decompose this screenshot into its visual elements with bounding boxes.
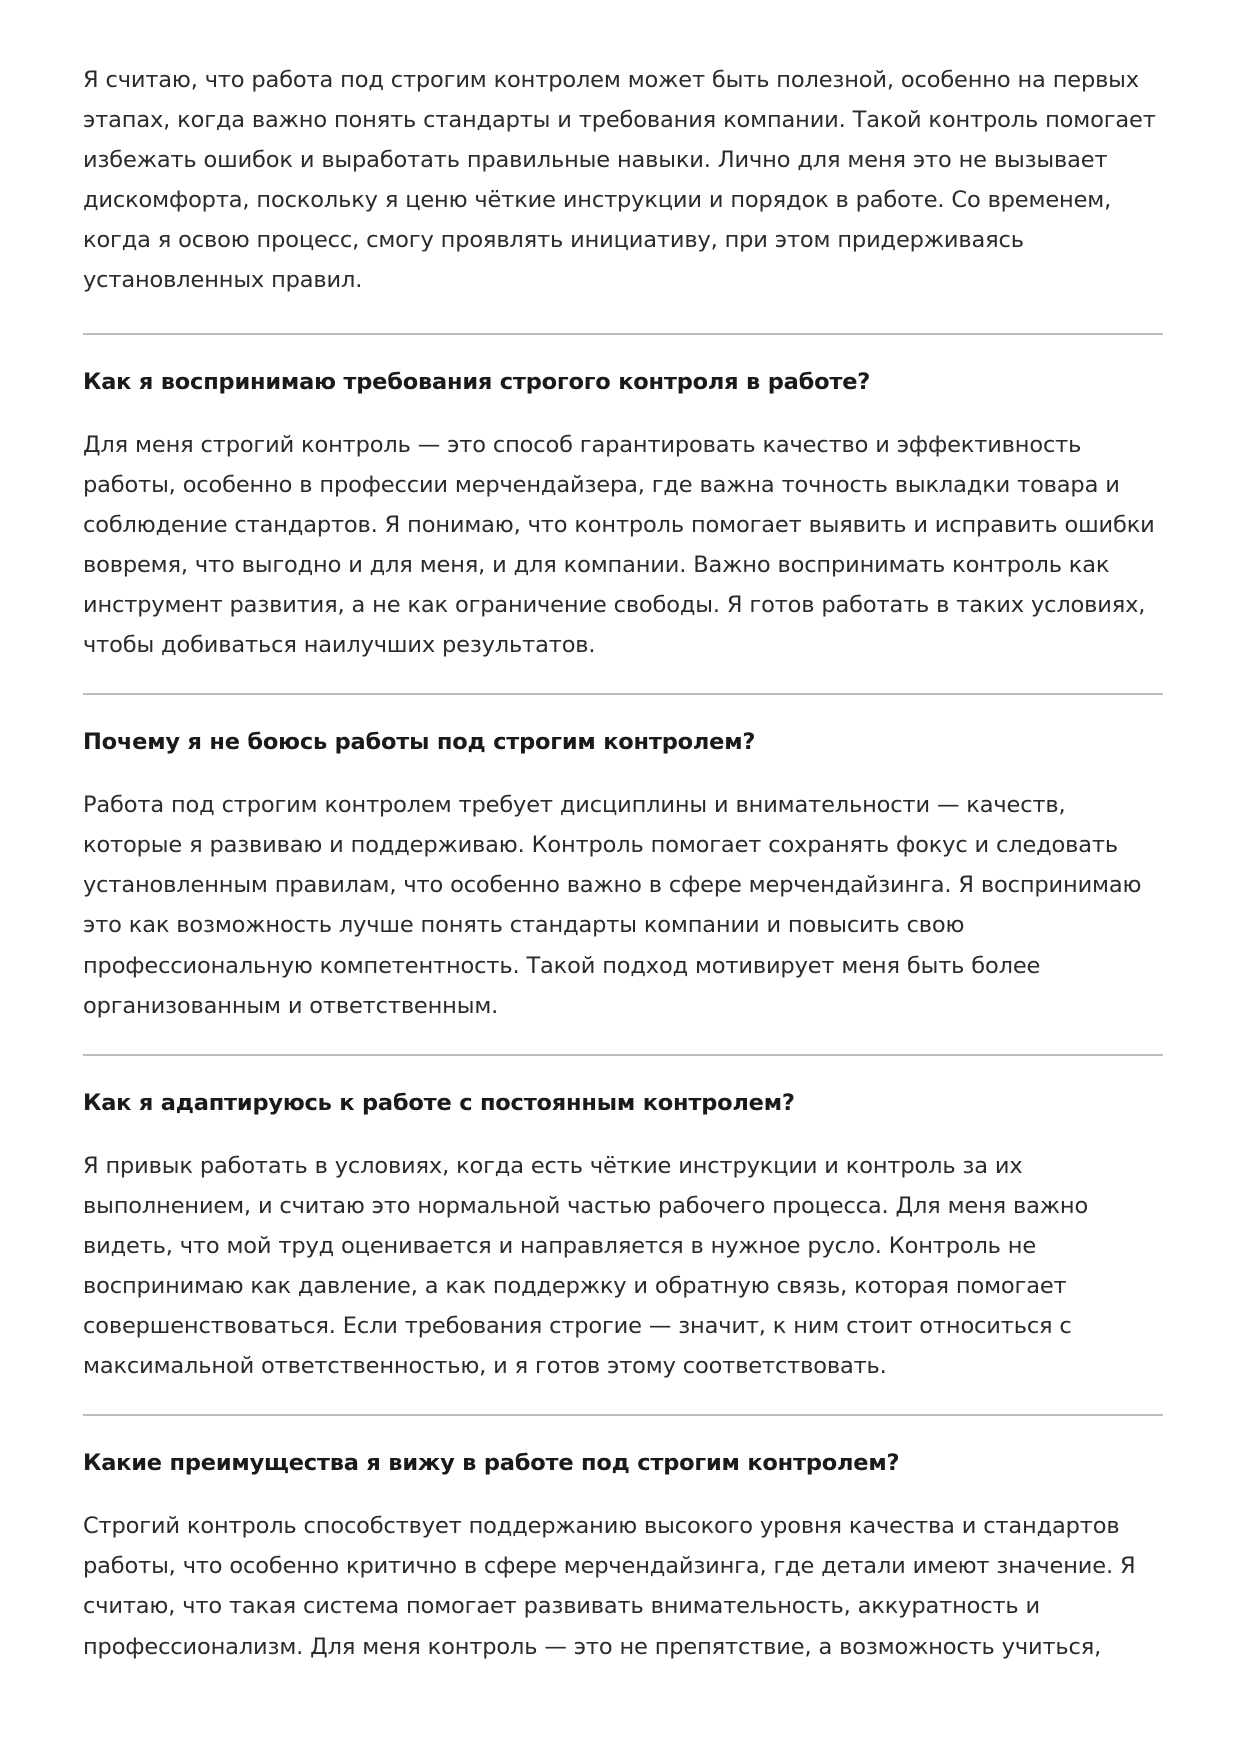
qa-section-3 (83, 1087, 1163, 1387)
section-divider (83, 693, 1163, 695)
question-heading: Как я адаптируюсь к работе с постоянным контролем? (83, 1089, 795, 1116)
section-divider (83, 1414, 1163, 1416)
answer-paragraph: Строгий контроль способствует поддержанию высокого уровня качества и стандартов работы, что особенно критично в сфере мерчендайзинга, где детали имеют значение. Я считаю, что такая система помогает развивать внимательность, аккуратность и профессионализм. Для меня контроль — это не препятствие, а возможность учиться, (83, 1513, 1136, 1660)
question-heading: Какие преимущества я вижу в работе под строгим контролем? (83, 1450, 900, 1477)
qa-section-4 (83, 1447, 1163, 1666)
answer-paragraph: Для меня строгий контроль — это способ гарантировать качество и эффективность работы, особенно в профессии мерчендайзера, где важна точность выкладки товара и соблюдение стандартов. Я понимаю, что контроль помогает выявить и исправить ошибки вовремя, что выгодно и для меня, и для компании. Важно воспринимать контроль как инструмент развития, а не как ограничение свободы. Я готов работать в таких условиях, чтобы добиваться наилучших результатов. (83, 431, 1155, 659)
section-divider (83, 1054, 1163, 1056)
answer-paragraph: Работа под строгим контролем требует дисциплины и внимательности — качеств, которые я развиваю и поддерживаю. Контроль помогает сохранять фокус и следовать установленным правилам, что особенно важно в сфере мерчендайзинга. Я воспринимаю это как возможность лучше понять стандарты компании и повысить свою профессиональную компетентность. Такой подход мотивирует меня быть более организованным и ответственным. (83, 792, 1142, 1019)
document-page (83, 60, 1163, 1667)
qa-section-1 (83, 366, 1163, 666)
question-heading: Почему я не боюсь работы под строгим контролем? (83, 729, 756, 756)
section-divider (83, 333, 1163, 335)
intro-paragraph: Я считаю, что работа под строгим контролем может быть полезной, особенно на первых этапах, когда важно понять стандарты и требования компании. Такой контроль помогает избежать ошибок и выработать правильные навыки. Лично для меня это не вызывает дискомфорта, поскольку я ценю чёткие инструкции и порядок в работе. Со временем, когда я освою процесс, смогу проявлять инициативу, при этом придерживаясь установленных правил. (83, 67, 1156, 294)
answer-paragraph: Я привык работать в условиях, когда есть чёткие инструкции и контроль за их выполнением, и считаю это нормальной частью рабочего процесса. Для меня важно видеть, что мой труд оценивается и направляется в нужное русло. Контроль не воспринимаю как давление, а как поддержку и обратную связь, которая помогает совершенствоваться. Если требования строгие — значит, к ним стоит относиться с максимальной ответственностью, и я готов этому соответствовать. (83, 1152, 1089, 1380)
qa-section-2 (83, 726, 1163, 1026)
question-heading: Как я воспринимаю требования строгого контроля в работе? (83, 368, 871, 395)
